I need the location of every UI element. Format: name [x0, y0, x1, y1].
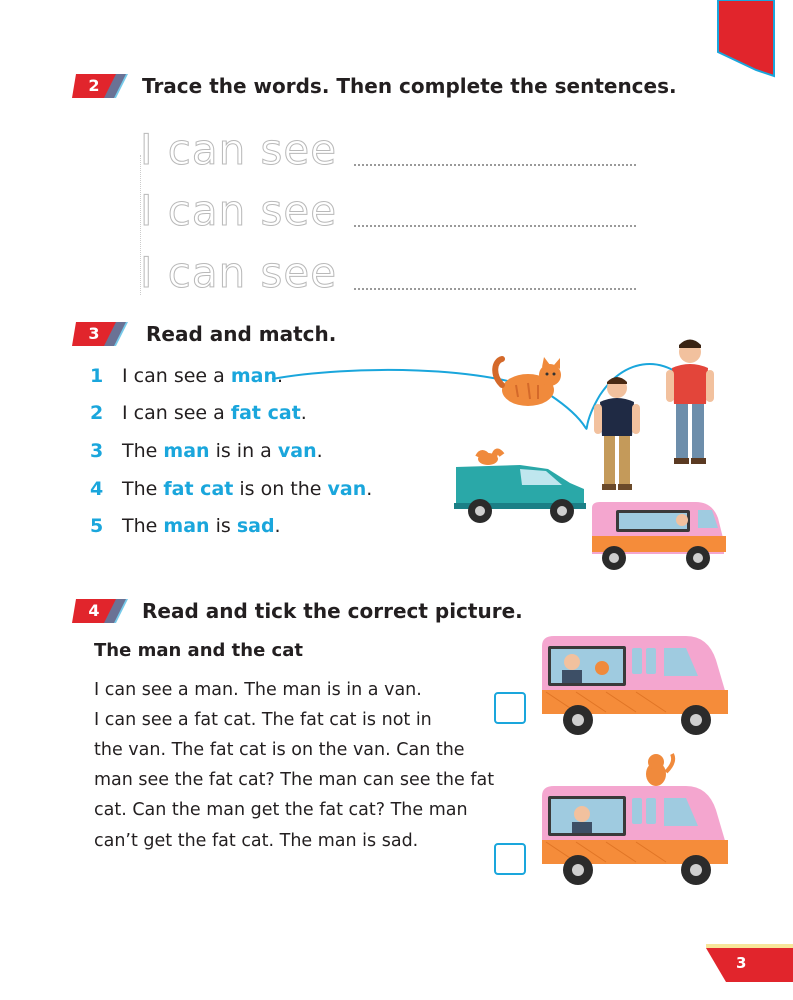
ice-cream-van-option-2	[536, 752, 732, 892]
item-number: 4	[90, 478, 104, 500]
text: is in a	[209, 440, 278, 462]
section-2-heading: Trace the words. Then complete the sentences.	[142, 74, 677, 98]
trace-line-3: I can see	[140, 248, 338, 297]
keyword: sad	[236, 515, 275, 537]
trace-line-1: I can see	[140, 125, 338, 174]
text: .	[274, 515, 281, 537]
ice-cream-van-option-1	[536, 632, 732, 742]
keyword: fat cat	[163, 478, 234, 500]
page-number: 3	[736, 954, 747, 972]
item-number: 1	[90, 365, 104, 387]
section-2-number: 2	[88, 76, 100, 95]
man-illustration-2	[664, 336, 716, 466]
page-number-tab	[706, 944, 793, 984]
text: The	[122, 478, 164, 500]
section-4-heading: Read and tick the correct picture.	[142, 599, 523, 623]
section-4-number: 4	[88, 601, 100, 620]
trace-line-2: I can see	[140, 186, 338, 235]
story-title: The man and the cat	[94, 640, 303, 661]
page-corner-tab	[716, 0, 776, 80]
keyword: van	[277, 440, 317, 462]
match-item-1[interactable]	[90, 365, 283, 387]
item-number: 5	[90, 515, 104, 537]
story-line: the van. The fat cat is on the van. Can the	[94, 740, 465, 760]
tick-box-option-2[interactable]	[494, 843, 526, 875]
item-number: 2	[90, 402, 104, 424]
section-3-heading: Read and match.	[146, 322, 337, 346]
trace-margin	[140, 155, 142, 295]
text: is	[209, 515, 237, 537]
answer-line-2[interactable]	[354, 225, 636, 227]
text: .	[366, 478, 373, 500]
text: The	[122, 515, 164, 537]
section-3-number: 3	[88, 324, 100, 343]
teal-van-illustration	[450, 445, 590, 527]
man-illustration	[592, 374, 642, 492]
keyword: van	[327, 478, 367, 500]
story-line: man see the fat cat? The man can see the fat	[94, 770, 495, 790]
text: .	[300, 402, 307, 424]
text: I can see a	[122, 365, 231, 387]
text: I can see a	[122, 402, 231, 424]
story-line: cat. Can the man get the fat cat? The man	[94, 800, 468, 820]
match-item-4[interactable]	[90, 478, 372, 500]
keyword: fat cat	[230, 402, 301, 424]
keyword: man	[163, 515, 210, 537]
answer-line-1[interactable]	[354, 164, 636, 166]
story-line: I can see a man. The man is in a van.	[94, 680, 422, 700]
match-item-5[interactable]	[90, 515, 281, 537]
text: .	[316, 440, 323, 462]
item-number: 3	[90, 440, 104, 462]
text: is on the	[233, 478, 328, 500]
story-line: I can see a fat cat. The fat cat is not in	[94, 710, 432, 730]
tick-box-option-1[interactable]	[494, 692, 526, 724]
story-line: can’t get the fat cat. The man is sad.	[94, 831, 419, 851]
text: .	[276, 365, 284, 387]
keyword: man	[163, 440, 210, 462]
answer-line-3[interactable]	[354, 288, 636, 290]
cat-illustration	[488, 355, 568, 415]
ice-cream-van-illustration	[586, 498, 730, 574]
text: The	[122, 440, 164, 462]
keyword: man	[230, 365, 277, 387]
